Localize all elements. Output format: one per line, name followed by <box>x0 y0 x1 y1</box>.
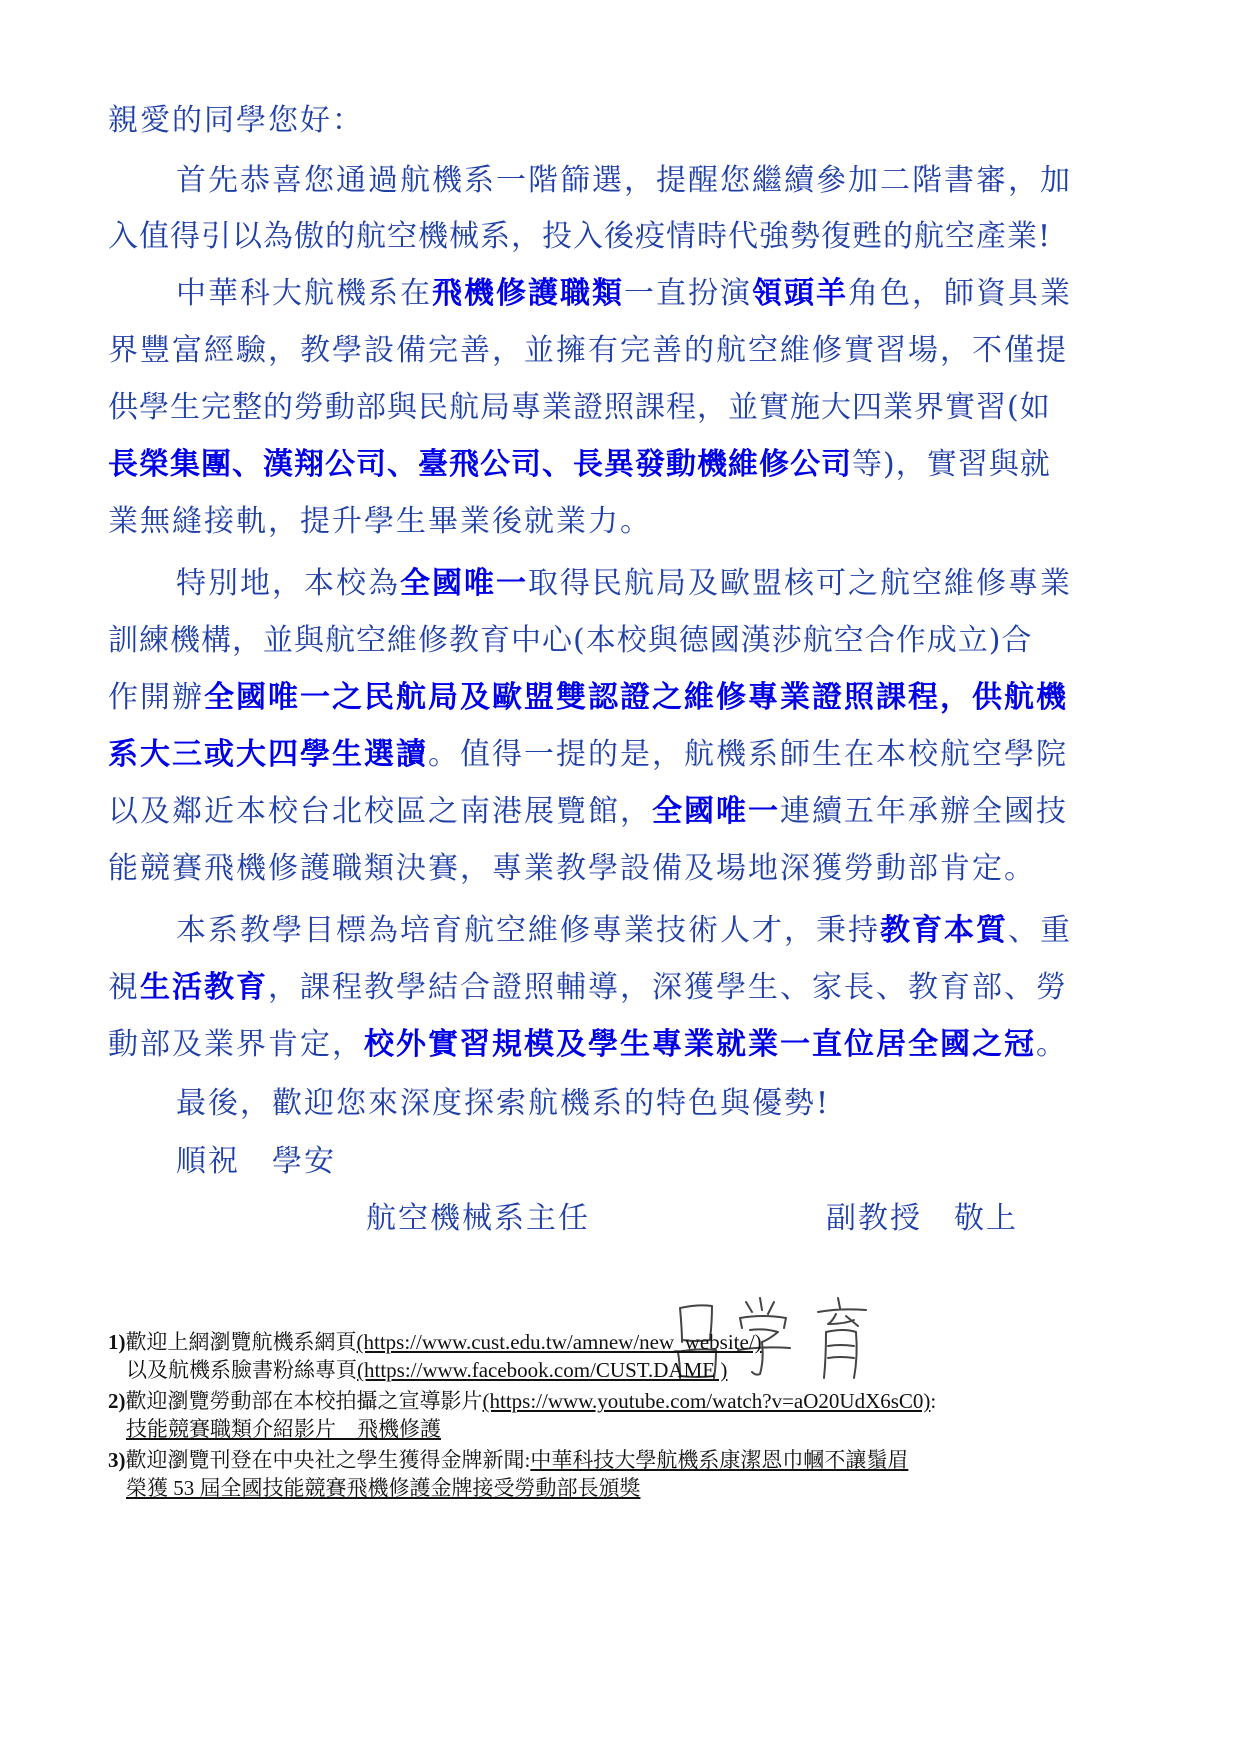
p4-text: ，課程教學結合證照輔導，深獲學生、家長、教育部、勞 <box>268 970 1068 1005</box>
p3-highlight-only-one-2: 全國唯一 <box>652 794 780 829</box>
p3-text: 以及鄰近本校台北校區之南港展覽館， <box>108 794 652 829</box>
footnote-2-line2 <box>126 1413 441 1443</box>
footnote-text: 歡迎上網瀏覽航機系網頁 <box>125 1330 357 1354</box>
p2-highlight-leader: 領頭羊 <box>752 276 848 311</box>
p1-line1: 首先恭喜您通過航機系一階篩選，提醒您繼續參加二階書審，加 <box>176 163 1072 198</box>
p4-text: 視 <box>108 970 140 1005</box>
p2-line2: 界豐富經驗，教學設備完善，並擁有完善的航空維修實習場，不僅提 <box>108 333 1068 368</box>
p3-highlight-students: 系大三或大四學生選讀 <box>108 737 428 772</box>
p4-text: 、重 <box>1008 913 1072 948</box>
p4-text: 本系教學目標為培育航空維修專業技術人才，秉持 <box>176 913 880 948</box>
p2-line5: 業無縫接軌，提升學生畢業後就業力。 <box>108 504 652 539</box>
p4-line2 <box>108 962 1068 1006</box>
p2-line4 <box>108 439 1051 483</box>
p2-highlight-companies: 長榮集團、漢翔公司、臺飛公司、長異發動機維修公司 <box>108 447 852 482</box>
p4-highlight-life-education: 生活教育 <box>140 970 268 1005</box>
p4-text: 。 <box>1036 1027 1068 1062</box>
footnote-number: 1) <box>108 1330 126 1354</box>
footnote-2-line1 <box>108 1385 936 1415</box>
p4-highlight-top-nation: 校外實習規模及學生專業就業一直位居全國之冠 <box>364 1027 1036 1062</box>
p3-line6: 能競賽飛機修護職類決賽，專業教學設備及場地深獲勞動部肯定。 <box>108 851 1036 886</box>
p2-text: 角色，師資具業 <box>848 276 1072 311</box>
p3-text: 取得民航局及歐盟核可之航空維修專業 <box>528 566 1072 601</box>
p2-text: 中華科大航機系在 <box>176 276 432 311</box>
footnote-1-line2 <box>126 1354 727 1384</box>
p2-text: 一直扮演 <box>624 276 752 311</box>
p3-text: 作開辦 <box>108 680 204 715</box>
youtube-video-link[interactable]: (https://www.youtube.com/watch?v=aO20UdX6sC0) <box>482 1389 931 1413</box>
p3-line4 <box>108 729 1068 773</box>
footnote-3-line2 <box>126 1472 641 1502</box>
footnote-number: 2) <box>108 1389 126 1413</box>
p2-line1 <box>176 268 1072 312</box>
p4-line3 <box>108 1019 1068 1063</box>
signoff-title: 航空機械系主任 <box>366 1201 590 1236</box>
footnote-text: 以及航機系臉書粉絲專頁 <box>126 1358 357 1382</box>
p3-line3 <box>108 672 1068 716</box>
p2-line3: 供學生完整的勞動部與民航局專業證照課程，並實施大四業界實習(如 <box>108 390 1051 425</box>
closing: 順祝 學安 <box>176 1144 336 1179</box>
news-title-link[interactable]: 中華科技大學航機系康潔恩巾幗不讓鬚眉 <box>530 1448 909 1472</box>
p5-line: 最後，歡迎您來深度探索航機系的特色與優勢! <box>176 1086 831 1121</box>
facebook-page-link[interactable]: (https://www.facebook.com/CUST.DAME ) <box>357 1358 728 1382</box>
footnote-3-line1 <box>108 1444 908 1474</box>
p3-highlight-only-one: 全國唯一 <box>400 566 528 601</box>
p4-text: 動部及業界肯定， <box>108 1027 364 1062</box>
footnote-text: 歡迎瀏覽刊登在中央社之學生獲得金牌新聞: <box>125 1448 531 1472</box>
p2-highlight-aircraft-maintenance: 飛機修護職類 <box>432 276 624 311</box>
footnote-number: 3) <box>108 1448 126 1472</box>
p3-text: 特別地，本校為 <box>176 566 400 601</box>
signoff-rank: 副教授 敬上 <box>826 1201 1018 1236</box>
p4-highlight-essence: 教育本質 <box>880 913 1008 948</box>
p3-text: 連續五年承辦全國技 <box>780 794 1068 829</box>
greeting: 親愛的同學您好： <box>108 103 364 138</box>
news-title-link-cont[interactable]: 榮獲 53 屆全國技能競賽飛機修護金牌接受勞動部長頒獎 <box>126 1476 641 1500</box>
p3-line1 <box>176 558 1072 602</box>
p2-text: 等)，實習與就 <box>852 447 1051 482</box>
p4-line1 <box>176 905 1072 949</box>
dept-website-link[interactable]: (https://www.cust.edu.tw/amnew/new_website/) <box>356 1330 762 1354</box>
p1-line2: 入值得引以為傲的航空機械系，投入後疫情時代強勢復甦的航空產業! <box>108 219 1052 254</box>
p3-line2: 訓練機構，並與航空維修教育中心(本校與德國漢莎航空合作成立)合 <box>108 623 1033 658</box>
p3-text: 。值得一提的是，航機系師生在本校航空學院 <box>428 737 1068 772</box>
footnote-text: : <box>930 1389 937 1413</box>
video-title-link[interactable]: 技能競賽職類介紹影片 飛機修護 <box>126 1417 441 1441</box>
p3-line5 <box>108 786 1068 830</box>
footnote-text: 歡迎瀏覽勞動部在本校拍攝之宣導影片 <box>125 1389 483 1413</box>
footnote-1-line1 <box>108 1326 762 1356</box>
p3-highlight-dual-cert: 全國唯一之民航局及歐盟雙認證之維修專業證照課程，供航機 <box>204 680 1068 715</box>
